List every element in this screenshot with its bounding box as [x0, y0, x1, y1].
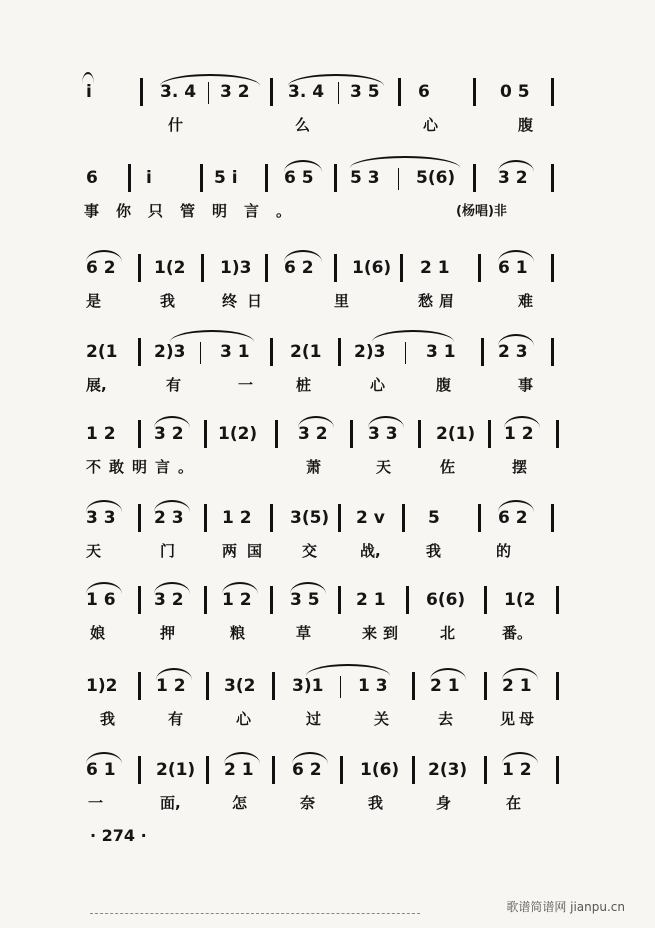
barline [412, 672, 415, 700]
note-group: 1 3 [358, 676, 388, 696]
barline [206, 672, 209, 700]
note-group: 1)3 [220, 258, 252, 278]
barline [138, 420, 141, 448]
note-group: 1(2) [218, 424, 258, 444]
lyric: 摆 [512, 458, 528, 476]
note-group: 2(1) [436, 424, 476, 444]
lyric: 我 [100, 710, 116, 728]
note-group: 2 1 [502, 676, 532, 696]
note-group: 5(6) [416, 168, 456, 188]
lyric: 粮 [230, 624, 246, 642]
score-system-3 [0, 254, 655, 324]
lyrics-row [0, 374, 655, 398]
lyric: 身 [436, 794, 452, 812]
lyrics-row [0, 792, 655, 816]
barline [488, 420, 491, 448]
note-group: 2)3 [154, 342, 186, 362]
lyric: 天 [86, 542, 102, 560]
score-system-6 [0, 504, 655, 574]
barline [551, 164, 554, 192]
barline [400, 254, 403, 282]
lyric: 不敢明言。 [86, 458, 202, 476]
barline [275, 420, 278, 448]
lyric: 萧 [306, 458, 322, 476]
barline [201, 254, 204, 282]
lyric: 心 [423, 116, 439, 134]
note-group: 2 1 [356, 590, 386, 610]
note-group: 2)3 [354, 342, 386, 362]
notes-row [0, 756, 655, 786]
note-group: 3. 4 [160, 82, 197, 102]
note-group: 1 2 [86, 424, 116, 444]
barline [398, 168, 399, 190]
note-group: 2 1 [420, 258, 450, 278]
lyrics-row [0, 622, 655, 646]
barline [208, 82, 209, 104]
note-group: 1 2 [222, 508, 252, 528]
note-group: 6 2 [498, 508, 528, 528]
note-group: 3 1 [426, 342, 456, 362]
lyric: 佐 [440, 458, 456, 476]
barline [338, 504, 341, 532]
lyric: 在 [506, 794, 522, 812]
note-group: 1 2 [502, 760, 532, 780]
note-group: 1(6) [360, 760, 400, 780]
barline [200, 342, 201, 364]
lyric: 我 [160, 292, 176, 310]
lyric: 怎 [232, 794, 248, 812]
lyric: 愁眉 [418, 292, 461, 310]
lyric: 两国 [222, 542, 273, 560]
notes-row [0, 504, 655, 534]
barline [473, 78, 476, 106]
barline [551, 254, 554, 282]
notes-row [0, 420, 655, 450]
lyric: 难 [518, 292, 534, 310]
lyric: 腹 [518, 116, 534, 134]
lyric: 娘 [90, 624, 106, 642]
lyric: 展, [86, 376, 107, 394]
score-system-7 [0, 586, 655, 656]
barline [556, 756, 559, 784]
notes-row [0, 586, 655, 616]
score-system-8 [0, 672, 655, 742]
barline [338, 338, 341, 366]
notes-row [0, 672, 655, 702]
page-number: · 274 · [90, 826, 147, 845]
barline [484, 586, 487, 614]
note-group: 6(6) [426, 590, 466, 610]
note-group: 6 1 [86, 760, 116, 780]
score-system-9 [0, 756, 655, 826]
lyric: 战, [360, 542, 381, 560]
note-group: 3(2 [224, 676, 256, 696]
notes-row [0, 338, 655, 368]
barline [270, 586, 273, 614]
barline [265, 254, 268, 282]
barline [204, 504, 207, 532]
note-group: 3 2 [298, 424, 328, 444]
lyric: 什 [168, 116, 184, 134]
note-group: 6 1 [498, 258, 528, 278]
lyric: 的 [496, 542, 512, 560]
lyrics-row [0, 200, 655, 224]
note-group: 5 [428, 508, 440, 528]
note-group: 1)2 [86, 676, 118, 696]
barline [406, 586, 409, 614]
note-group: 6 2 [86, 258, 116, 278]
barline [398, 78, 401, 106]
barline [128, 164, 131, 192]
notes-row [0, 78, 655, 108]
barline [270, 78, 273, 106]
note-group: 3 3 [86, 508, 116, 528]
note-group: 2(1) [156, 760, 196, 780]
notes-row [0, 164, 655, 194]
lyrics-row [0, 540, 655, 564]
score-system-2 [0, 164, 655, 234]
lyric: 一 [238, 376, 254, 394]
lyric: 我 [426, 542, 442, 560]
lyrics-row [0, 290, 655, 314]
lyric: 桩 [296, 376, 312, 394]
lyric: 心 [370, 376, 386, 394]
note-group: 2(1 [290, 342, 322, 362]
lyric: 奈 [300, 794, 316, 812]
score-system-5 [0, 420, 655, 490]
notes-row [0, 254, 655, 284]
barline [478, 254, 481, 282]
note-group: 2 3 [498, 342, 528, 362]
note-group: 6 2 [292, 760, 322, 780]
note-group: 3. 4 [288, 82, 325, 102]
barline [138, 504, 141, 532]
note-group: 6 [418, 82, 430, 102]
barline [270, 338, 273, 366]
note-group: 1(2 [504, 590, 536, 610]
lyric: 事 [518, 376, 534, 394]
note-group: 3 2 [220, 82, 250, 102]
lyric: 有 [168, 710, 184, 728]
barline [551, 78, 554, 106]
score-system-1 [0, 78, 655, 148]
note-group: 2(3) [428, 760, 468, 780]
barline [265, 164, 268, 192]
lyric: 里 [334, 292, 350, 310]
barline [270, 504, 273, 532]
lyric: 面, [160, 794, 181, 812]
barline [334, 164, 337, 192]
lyric: 么 [295, 116, 311, 134]
barline [138, 586, 141, 614]
lyric: 关 [374, 710, 390, 728]
lyric: 见母 [500, 710, 539, 728]
note-group: 5 3 [350, 168, 380, 188]
barline [340, 676, 341, 698]
lyric: 是 [86, 292, 102, 310]
note-group: 0 5 [500, 82, 530, 102]
watermark: 歌谱简谱网 jianpu.cn [506, 900, 625, 914]
score-system-4 [0, 338, 655, 408]
barline [272, 756, 275, 784]
barline [405, 342, 406, 364]
lyric: 来到 [362, 624, 405, 642]
lyric: 心 [236, 710, 252, 728]
barline [478, 504, 481, 532]
lyric: 交 [302, 542, 318, 560]
barline [204, 586, 207, 614]
barline [206, 756, 209, 784]
barline [138, 672, 141, 700]
barline [138, 756, 141, 784]
barline [556, 586, 559, 614]
barline [418, 420, 421, 448]
note-group: 5 i [214, 168, 238, 188]
barline [138, 254, 141, 282]
lyric: 过 [306, 710, 322, 728]
barline [140, 78, 143, 106]
barline [556, 672, 559, 700]
note-group: 1 2 [156, 676, 186, 696]
lyric: 草 [296, 624, 312, 642]
barline [484, 672, 487, 700]
barline [473, 164, 476, 192]
note-group: 1(6) [352, 258, 392, 278]
note-group: 6 5 [284, 168, 314, 188]
lyric: 门 [160, 542, 176, 560]
barline [200, 164, 203, 192]
note-group: 3 2 [498, 168, 528, 188]
lyric: 番。 [502, 624, 533, 642]
barline [481, 338, 484, 366]
note-group: 1 6 [86, 590, 116, 610]
note-group: i [146, 168, 152, 188]
lyric: 去 [438, 710, 454, 728]
barline [204, 420, 207, 448]
note-group: 3 1 [220, 342, 250, 362]
note-group: 1(2 [154, 258, 186, 278]
barline [484, 756, 487, 784]
lyric: 北 [440, 624, 456, 642]
lyric: 一 [88, 794, 104, 812]
barline [551, 504, 554, 532]
lyric: 有 [166, 376, 182, 394]
barline [138, 338, 141, 366]
note-group: 2 v [356, 508, 385, 528]
lyric: 腹 [436, 376, 452, 394]
lyrics-row [0, 456, 655, 480]
note-group: 2 3 [154, 508, 184, 528]
note-group: 3 5 [290, 590, 320, 610]
lyrics-row [0, 708, 655, 732]
note-group: 1 2 [222, 590, 252, 610]
note-group: 3 3 [368, 424, 398, 444]
lyric: 我 [368, 794, 384, 812]
note-group: 3 2 [154, 424, 184, 444]
barline [338, 586, 341, 614]
note-group: 1 2 [504, 424, 534, 444]
barline [551, 338, 554, 366]
note-group: 3 5 [350, 82, 380, 102]
lyric: 终日 [222, 292, 273, 310]
barline [340, 756, 343, 784]
barline [272, 672, 275, 700]
barline [334, 254, 337, 282]
note-group: 6 [86, 168, 98, 188]
barline [350, 420, 353, 448]
lyric: 事你只管明言。 [84, 202, 309, 220]
note-group: i [86, 82, 92, 102]
note-group: 6 2 [284, 258, 314, 278]
note-group: 2 1 [224, 760, 254, 780]
lyric: 天 [376, 458, 392, 476]
note-group: 3)1 [292, 676, 324, 696]
barline [556, 420, 559, 448]
note-group: 2(1 [86, 342, 118, 362]
lyrics-row [0, 114, 655, 138]
note-group: 2 1 [430, 676, 460, 696]
note-group: 3(5) [290, 508, 330, 528]
barline [412, 756, 415, 784]
lyric: (杨唱)非 [456, 204, 507, 219]
barline [402, 504, 405, 532]
note-group: 3 2 [154, 590, 184, 610]
scan-artifact [90, 913, 420, 918]
lyric: 押 [160, 624, 176, 642]
barline [338, 82, 339, 104]
